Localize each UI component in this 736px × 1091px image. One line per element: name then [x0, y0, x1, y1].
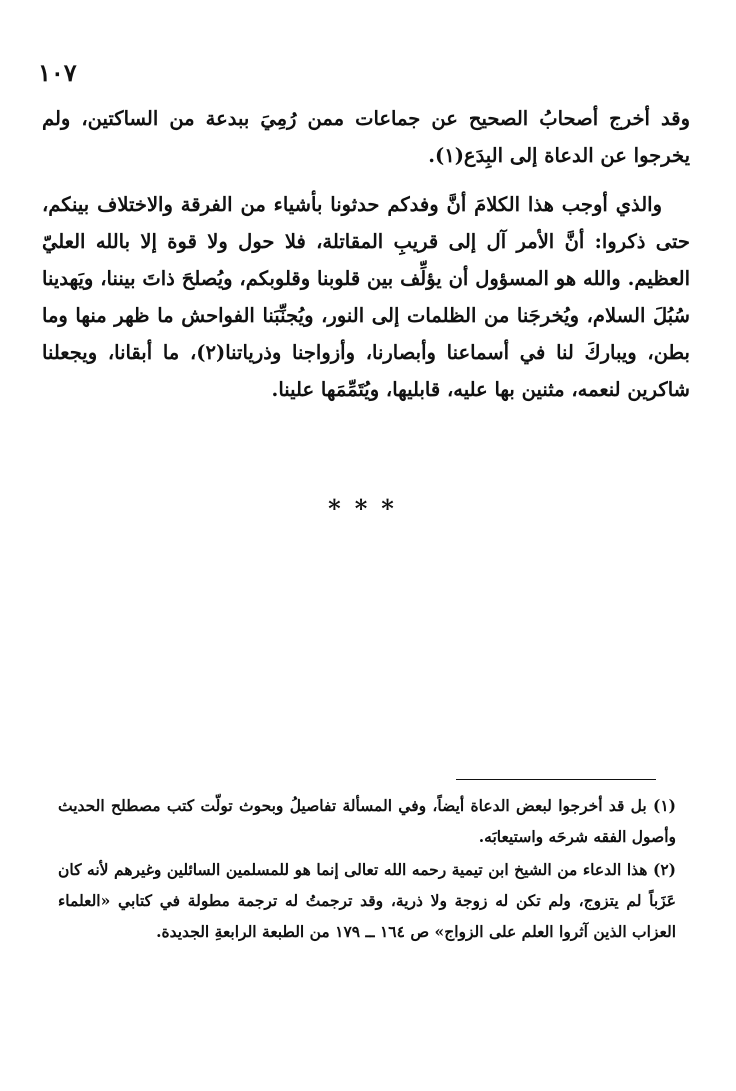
- footnote-divider: [456, 779, 656, 780]
- footnotes: [58, 790, 676, 947]
- paragraph: والذي أوجب هذا الكلامَ أنَّ وفدكم حدثونا بأشياء من الفرقة والاختلاف بينكم، حتى ذكروا: أنَّ الأمر آل إلى قريبِ المقاتلة، فلا حول ولا قوة إلا بالله العليّ العظيم. والله هو المسؤول أن يؤلِّف بين قلوبنا وقلوبكم، ويُصلحَ ذاتَ بيننا، ويَهدينا سُبُلَ السلام، ويُخرجَنا من الظلمات إلى النور، ويُجنِّبَنا الفواحش ما ظهر منها وما بطن، ويباركَ لنا في أسماعنا وأبصارنا، وأزواجنا وذرياتنا(٢)، ما أبقانا، ويجعلنا شاكرين لنعمه، مثنين بها عليه، قابليها، ويُتَمِّمَها علينا.: [42, 193, 690, 401]
- paragraph: وقد أخرج أصحابُ الصحيح عن جماعات ممن رُمِيَ ببدعة من الساكتين، ولم يخرجوا عن الدعاة إلى البِدَع(١).: [42, 107, 690, 167]
- page-number: ١٠٧: [38, 58, 77, 87]
- footnote: (٢) هذا الدعاء من الشيخ ابن تيمية رحمه الله تعالى إنما هو للمسلمين السائلين وغيرهم لأنه كان عَزَباً لم يتزوج، ولم تكن له زوجة ولا ذرية، وقد ترجمتُ له ترجمة مطولة في كتابي «العلماء العزاب الذين آثروا العلم على الزواج» ص ١٦٤ ــ ١٧٩ من الطبعة الرابعةِ الجديدة.: [58, 860, 676, 941]
- main-text: [42, 100, 690, 408]
- section-separator: ***: [328, 494, 408, 523]
- footnote: (١) بل قد أخرجوا لبعض الدعاة أيضاً، وفي المسألة تفاصيلُ وبحوث تولّت كتب مصطلح الحديث وأصول الفقه شرحَه واستيعابَه.: [58, 796, 676, 846]
